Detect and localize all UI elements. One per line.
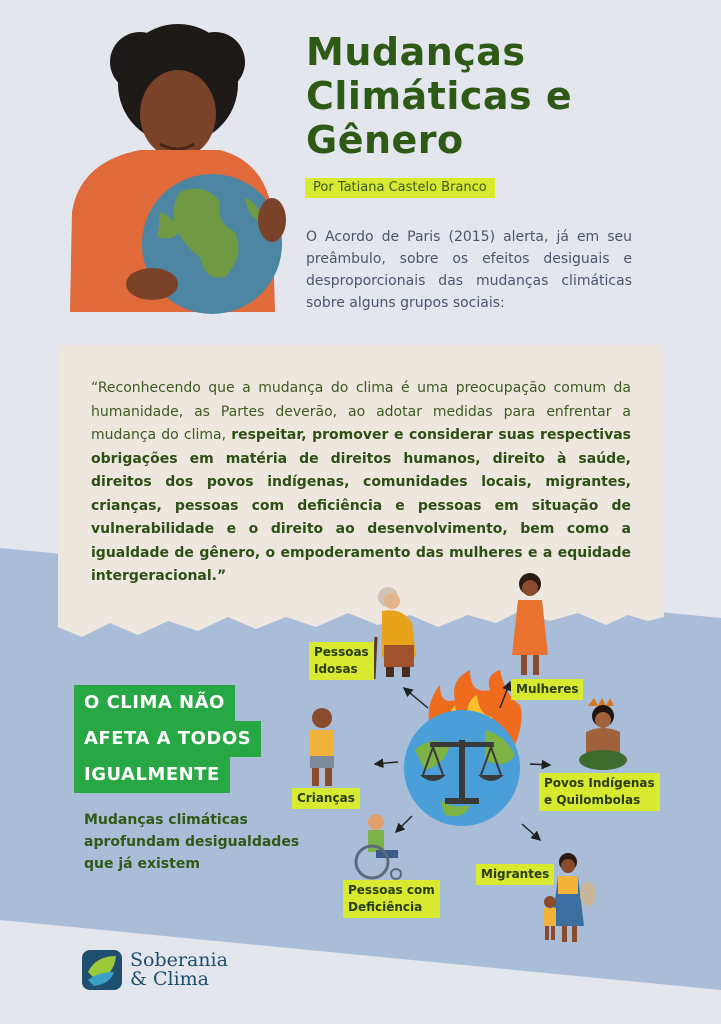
child-illustration [302,706,342,792]
indigenous-person-illustration [576,696,630,776]
logo-line-1: Soberania [130,949,228,971]
title-line-2: Climáticas e [306,74,573,118]
woman-illustration [508,570,552,680]
title-line-1: Mudanças [306,30,526,74]
label-pessoas-idosas: Pessoas Idosas [309,642,374,680]
author-byline: Por Tatiana Castelo Branco [305,178,495,198]
wheelchair-user-illustration [350,812,408,882]
callout-subtitle: Mudanças climáticas aprofundam desigualdades que já existem [84,812,300,872]
soberania-clima-logo [82,950,228,990]
title-line-3: Gênero [306,118,464,162]
logo-line-2: & Clima [130,968,209,990]
quote-text: “Reconhecendo que a mudança do clima é uma preocupação comum da humanidade, as Partes deverão, ao adotar medidas para enfrentar a mudança do clima, [91,380,631,443]
label-mulheres: Mulheres [511,679,583,700]
callout-line-1: O CLIMA NÃO [74,685,235,721]
elderly-person-illustration [368,585,424,681]
quote-emphasis: respeitar, promover e considerar suas respectivas obrigações em matéria de direitos humanos, direito à saúde, direitos dos povos indígenas, comunidades locais, migrantes, crianças, pessoas com deficiência e pessoas em situação de vulnerabilidade e o direito ao desenvolvimento, bem como a igualdade de gênero, o empoderamento das mulheres e a equidade intergeracional.” [91,427,631,584]
label-povos-indigenas: Povos Indígenas e Quilombolas [539,773,660,811]
callout-line-2: AFETA A TODOS [74,721,261,757]
label-pessoas-com-deficiencia: Pessoas com Deficiência [343,880,440,918]
callout-line-3: IGUALMENTE [74,757,230,793]
label-criancas: Crianças [292,788,360,809]
intro-paragraph: O Acordo de Paris (2015) alerta, já em seu preâmbulo, sobre os efeitos desiguais e desproporcionais das mudanças climáticas sobre alguns grupos sociais: [306,229,632,311]
label-migrantes: Migrantes [476,864,554,885]
logo-mark-icon [82,950,122,990]
